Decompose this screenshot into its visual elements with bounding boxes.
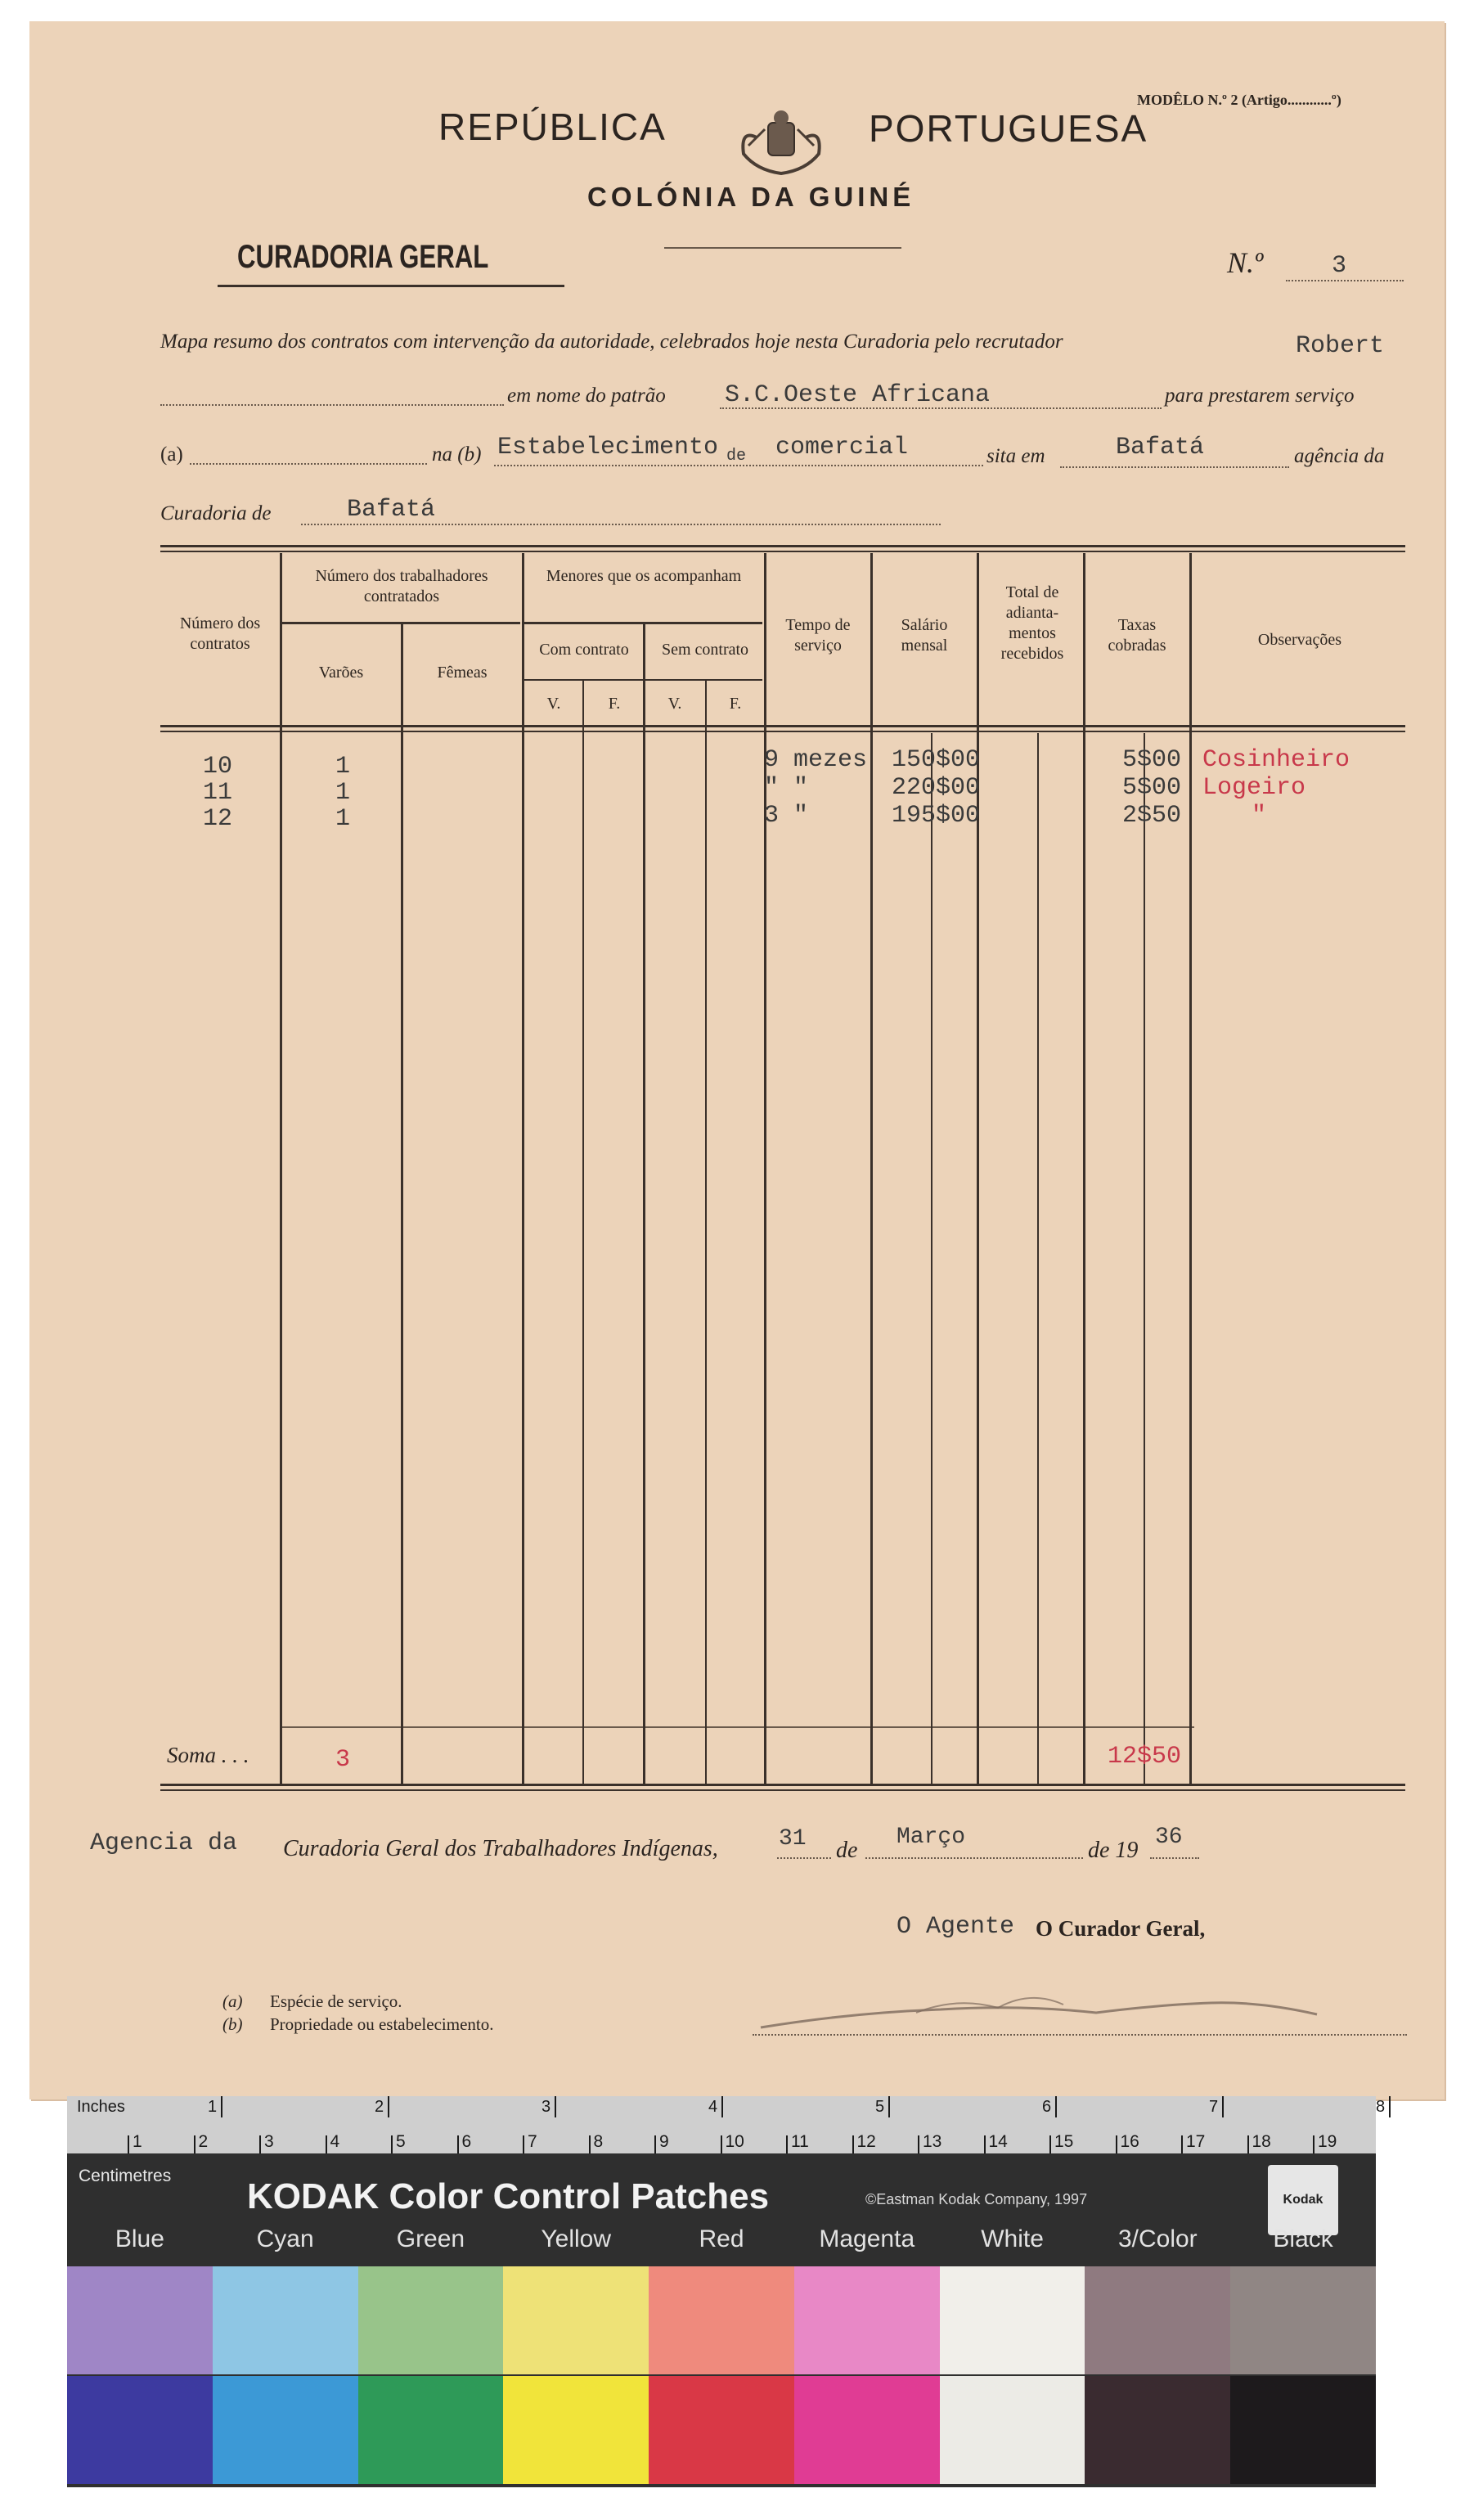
col-line-11 [1037,733,1039,1784]
color-patch-bottom [649,2376,794,2484]
ruler-cm-tick [391,2135,393,2153]
col-line-4 [582,681,584,1784]
row-varoes: 1 [335,779,351,807]
ruler-inch-tick [1389,2096,1391,2117]
header-menores: Menores que os acompanham [546,567,742,585]
header-f-2: F. [729,695,742,713]
header-sem-contrato: Sem contrato [661,641,749,659]
ruler-inch-label: 5 [875,2098,885,2116]
ruler-cm-tick [1247,2135,1249,2153]
note-b-text: Propriedade ou estabelecimento. [270,2014,494,2034]
ruler-cm-tick [1181,2135,1183,2153]
ruler-cm-label: 2 [198,2132,209,2151]
row-salario: 220$00 [892,774,981,802]
ruler-cm-tick [1313,2135,1314,2153]
soma-taxas: 12$50 [1108,1743,1182,1771]
col-line-10 [977,553,979,1784]
color-patch-bottom [1230,2376,1376,2484]
ruler-inch-tick [1055,2096,1057,2117]
patch-label: 3/Color [1117,2225,1198,2252]
number-value: 3 [1332,252,1347,280]
col-line-14 [1189,553,1192,1784]
header-com-contrato: Com contrato [539,641,629,659]
color-patch-bottom [794,2376,940,2484]
line-3-na: na (b) [432,443,482,466]
card-title: KODAK Color Control Patches [247,2176,770,2216]
office-title: CURADORIA GERAL [237,239,489,275]
row-varoes: 1 [335,753,351,781]
row-numero: 11 [203,779,233,807]
color-patch-top [649,2266,794,2374]
row-taxas: 2$50 [1122,802,1182,830]
row-taxas: 5$00 [1122,774,1182,802]
ruler-cm-label: 4 [330,2132,340,2151]
note-a-text: Espécie de serviço. [270,1991,402,2011]
header-tempo: Tempo de serviço [785,616,851,655]
header-v-1: V. [546,695,561,713]
establishment-type: comercial [775,434,909,461]
recruiter-name: Robert [1296,332,1385,360]
col-line-9 [931,733,932,1784]
curador-label: O Curador Geral, [1036,1916,1206,1941]
ruler-cm-tick [1049,2135,1051,2153]
patch-label: Green [396,2225,465,2252]
ruler-inch-label: 7 [1209,2098,1219,2116]
col-line-5 [643,623,645,1784]
col-line-12 [1083,553,1085,1784]
republica-word: REPÚBLICA [438,106,667,148]
row-obs: " [1252,802,1267,830]
intro-dots-4 [301,524,941,525]
line-4-label: Curadoria de [160,502,272,524]
table-top-rule-2 [160,551,1405,552]
ruler-cm-tick [194,2135,195,2153]
ruler-cm-label: 5 [396,2132,406,2151]
intro-dots-3b [494,465,983,466]
table-bottom-rule-2 [160,1789,1405,1791]
ruler-cm-label: 16 [1120,2132,1139,2151]
patch-label: Magenta [819,2225,915,2252]
header-femeas: Fêmeas [437,664,488,682]
establishment: Estabelecimento [497,434,719,461]
kodak-logo-text: Kodak [1283,2193,1323,2207]
ruler-cm-label: 10 [725,2132,744,2151]
ruler-inch-label: 6 [1042,2098,1052,2116]
table-top-rule-1 [160,545,1405,547]
ruler-inch-label: 8 [1376,2098,1386,2116]
row-salario: 150$00 [892,746,981,774]
color-patch-bottom [940,2376,1085,2484]
ruler-cm-label: 14 [988,2132,1008,2151]
date-month: Março [897,1825,966,1850]
line-3-end: agência da [1294,445,1385,467]
col-line-6 [705,681,707,1784]
ruler-cm-label: 7 [528,2132,537,2151]
ruler-cm-tick [326,2135,327,2153]
line-3-a: (a) [160,443,183,466]
patch-label: Red [699,2225,744,2252]
colony-title: COLÓNIA DA GUINÉ [587,182,915,212]
header-numero-contratos: Número dos contratos [179,614,261,653]
ruler-inch-label: 4 [708,2098,718,2116]
establishment-de: de [726,447,747,466]
date-month-dots [865,1857,1083,1859]
col-line-8 [870,553,873,1784]
row-varoes: 1 [335,805,351,833]
intro-line-1: Mapa resumo dos contratos com intervenção da autoridade, celebrados hoje nesta Curadoria pelo recrutador [160,331,1063,353]
table-header-rule-2 [160,731,1405,732]
ruler-cm-label: 19 [1318,2132,1337,2151]
note-b-key: (b) [222,2014,243,2034]
ruler-cm-label: 17 [1186,2132,1206,2151]
row-tempo: 3 " [764,802,809,830]
intro-dots-3c [1060,466,1289,468]
ruler-cm-tick [128,2135,129,2153]
ruler-inch-tick [388,2096,389,2117]
ruler-inch-tick [555,2096,556,2117]
color-patch-top [358,2266,504,2374]
ruler-cm-label: 6 [461,2132,472,2151]
ruler-inches-label: Inches [77,2098,125,2116]
ruler-cm-label: 3 [264,2132,274,2151]
table-bottom-rule-1 [160,1784,1405,1786]
intro-dots-3a [190,463,427,465]
ruler-inch-label: 1 [208,2098,218,2116]
ruler-cm-tick [852,2135,854,2153]
center-ornament-line [664,247,901,249]
location-name: Bafatá [1116,434,1205,461]
col-line-1 [280,553,282,1784]
coat-of-arms-icon [732,105,830,178]
ruler-inch-tick [888,2096,890,2117]
color-patch-bottom [503,2376,649,2484]
patch-label: White [981,2225,1044,2252]
row-numero: 12 [203,805,233,833]
ruler-inch-tick [721,2096,723,2117]
patch-label: Black [1273,2225,1333,2252]
ruler-cm-tick [589,2135,591,2153]
header-v-2: V. [667,695,682,713]
ruler-cm-tick [721,2135,722,2153]
signature-dots [753,2034,1407,2036]
number-dots [1286,280,1404,281]
patron-name: S.C.Oeste Africana [725,381,991,409]
color-patch-top [794,2266,940,2374]
soma-varoes: 3 [335,1746,351,1774]
row-obs: Logeiro [1202,774,1306,802]
number-label: N.º [1227,246,1264,279]
row-taxas: 5$00 [1122,746,1182,774]
ruler-cm-label: 11 [791,2132,809,2151]
office-underline [218,285,564,287]
ruler-cm-label: 9 [659,2132,669,2151]
card-copyright: ©Eastman Kodak Company, 1997 [865,2191,1088,2207]
ruler-inch-label: 3 [542,2098,551,2116]
curadoria-name: Bafatá [347,496,436,524]
row-tempo: " " [764,774,809,802]
color-patch-bottom [67,2376,213,2484]
ruler-cm-tick [786,2135,788,2153]
ruler-cm-label: 18 [1252,2132,1271,2151]
color-patch-bottom [1085,2376,1230,2484]
agencia-label: Agencia da [90,1829,238,1857]
col-line-13 [1144,733,1145,1784]
color-patch-top [503,2266,649,2374]
note-a-key: (a) [222,1991,243,2011]
patron-label: em nome do patrão [507,385,666,407]
header-num-trabalhadores: Número dos trabalhadores contratados [315,567,488,605]
ruler-cm-label: Centimetres [79,2167,172,2185]
ruler-cm-label: 13 [923,2132,942,2151]
header-observacoes: Observações [1257,631,1342,649]
color-patch-top [1230,2266,1376,2374]
ruler-cm-label: 8 [593,2132,604,2151]
line-3-sita: sita em [986,445,1045,467]
patch-label: Blue [115,2225,164,2252]
ruler-cm-tick [523,2135,524,2153]
ruler-cm-label: 12 [856,2132,876,2151]
header-taxas: Taxas cobradas [1108,616,1166,655]
date-day-dots [777,1857,831,1859]
ruler-cm-tick [918,2135,919,2153]
intro-dots-1 [160,404,504,406]
agente-label: O Agente [897,1913,1015,1941]
ruler-cm-tick [984,2135,986,2153]
portuguesa-word: PORTUGUESA [869,107,1148,150]
ruler-inch-tick [1222,2096,1224,2117]
header-total: Total de adianta- mentos recebidos [1000,583,1064,663]
color-patch-top [1085,2266,1230,2374]
intro-line-2-end: para prestarem serviço [1165,385,1355,407]
ruler-cm-label: 15 [1054,2132,1074,2151]
color-patch-bottom [213,2376,358,2484]
date-year-dots [1150,1857,1199,1859]
date-de-1: de [836,1838,858,1863]
row-obs: Cosinheiro [1202,746,1350,774]
ruler-cm-tick [457,2135,459,2153]
ruler-cm-tick [259,2135,261,2153]
color-patch-top [67,2266,213,2374]
date-day: 31 [779,1826,807,1852]
header-varoes: Varões [318,664,364,682]
row-numero: 10 [203,753,233,781]
ruler-cm-label: 1 [133,2132,142,2151]
ruler-inch-tick [221,2096,222,2117]
curadoria-geral-text: Curadoria Geral dos Trabalhadores Indígenas, [283,1836,718,1861]
signature-image [753,1980,1325,2037]
color-patch-top [940,2266,1085,2374]
row-tempo: 9 mezes [764,746,868,774]
header-f-1: F. [608,695,621,713]
ruler-cm-tick [654,2135,656,2153]
modelo-label: MODÊLO N.º 2 (Artigo............º) [1137,92,1341,108]
color-patch-top [213,2266,358,2374]
table-header-rule-1 [160,725,1405,727]
color-patch-bottom [358,2376,504,2484]
patch-label: Yellow [541,2225,612,2252]
ruler-inch-label: 2 [375,2098,384,2116]
patch-label: Cyan [256,2225,314,2252]
header-salario: Salário mensal [901,616,948,655]
col-line-7 [764,553,766,1784]
ruler-cm-tick [1116,2135,1117,2153]
soma-rule [281,1726,1194,1728]
soma-label: Soma . . . [167,1743,249,1767]
col-line-3 [522,553,524,1784]
date-de-2: de 19 [1088,1838,1139,1863]
intro-dots-2 [720,407,1162,409]
col-line-2 [401,623,403,1784]
row-salario: 195$00 [892,802,981,830]
date-year: 36 [1155,1825,1183,1850]
